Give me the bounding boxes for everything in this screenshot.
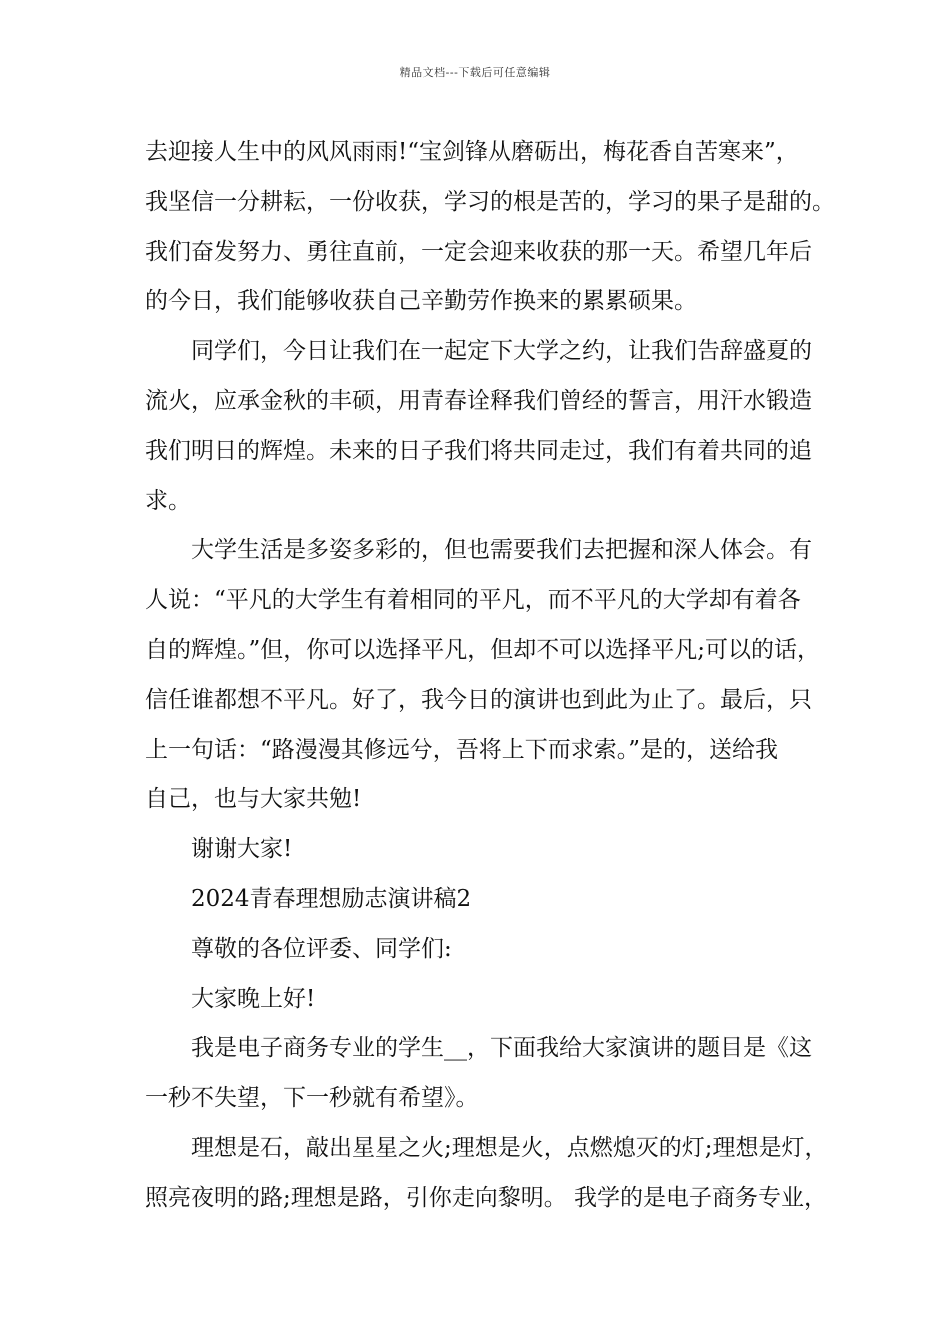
text-line: 人说：“平凡的大学生有着相同的平凡，而不平凡的大学却有着各 bbox=[145, 587, 801, 614]
text-line: 的今日，我们能够收获自己辛勤劳作换来的累累硕果。 bbox=[145, 288, 697, 315]
text-line: 去迎接人生中的风风雨雨!“宝剑锋从磨砺出，梅花香自苦寒来”， bbox=[145, 139, 799, 165]
text-line: 我坚信一分耕耘，一份收获，学习的根是苦的，学习的果子是甜的。 bbox=[145, 188, 835, 215]
text-line: 理想是石，敲出星星之火;理想是火，点燃熄灭的灯;理想是灯， bbox=[191, 1134, 828, 1161]
section-title: 2024青春理想励志演讲稿2 bbox=[191, 885, 472, 912]
text-line: 我们明日的辉煌。未来的日子我们将共同走过，我们有着共同的追 bbox=[145, 437, 812, 464]
text-line: 照亮夜明的路;理想是路，引你走向黎明。 我学的是电子商务专业， bbox=[145, 1184, 828, 1211]
text-line: 上一句话：“路漫漫其修远兮，吾将上下而求索。”是的，送给我 bbox=[145, 736, 779, 763]
text-line: 求。 bbox=[145, 487, 191, 514]
document-body bbox=[145, 128, 835, 1224]
text-line: 自的辉煌。”但，你可以选择平凡，但却不可以选择平凡;可以的话， bbox=[145, 636, 821, 663]
text-line: 我是电子商务专业的学生__，下面我给大家演讲的题目是《这 bbox=[191, 1035, 812, 1062]
text-line: 同学们，今日让我们在一起定下大学之约，让我们告辞盛夏的 bbox=[191, 338, 812, 365]
text-line: 大家晚上好! bbox=[191, 985, 316, 1012]
text-line: 流火，应承金秋的丰硕，用青春诠释我们曾经的誓言，用汗水锻造 bbox=[145, 387, 812, 414]
text-line: 我们奋发努力、勇往直前，一定会迎来收获的那一天。希望几年后 bbox=[145, 238, 812, 265]
text-line: 谢谢大家! bbox=[191, 836, 293, 863]
text-line: 信任谁都想不平凡。好了，我今日的演讲也到此为止了。最后，只 bbox=[145, 686, 812, 713]
text-line: 大学生活是多姿多彩的，但也需要我们去把握和深人体会。有 bbox=[191, 537, 812, 564]
text-line: 一秒不失望，下一秒就有希望》。 bbox=[145, 1085, 479, 1112]
text-line: 尊敬的各位评委、同学们: bbox=[191, 935, 452, 962]
text-line: 自己，也与大家共勉! bbox=[145, 786, 362, 813]
page-header: 精品文档---下载后可任意编辑 bbox=[399, 66, 551, 79]
